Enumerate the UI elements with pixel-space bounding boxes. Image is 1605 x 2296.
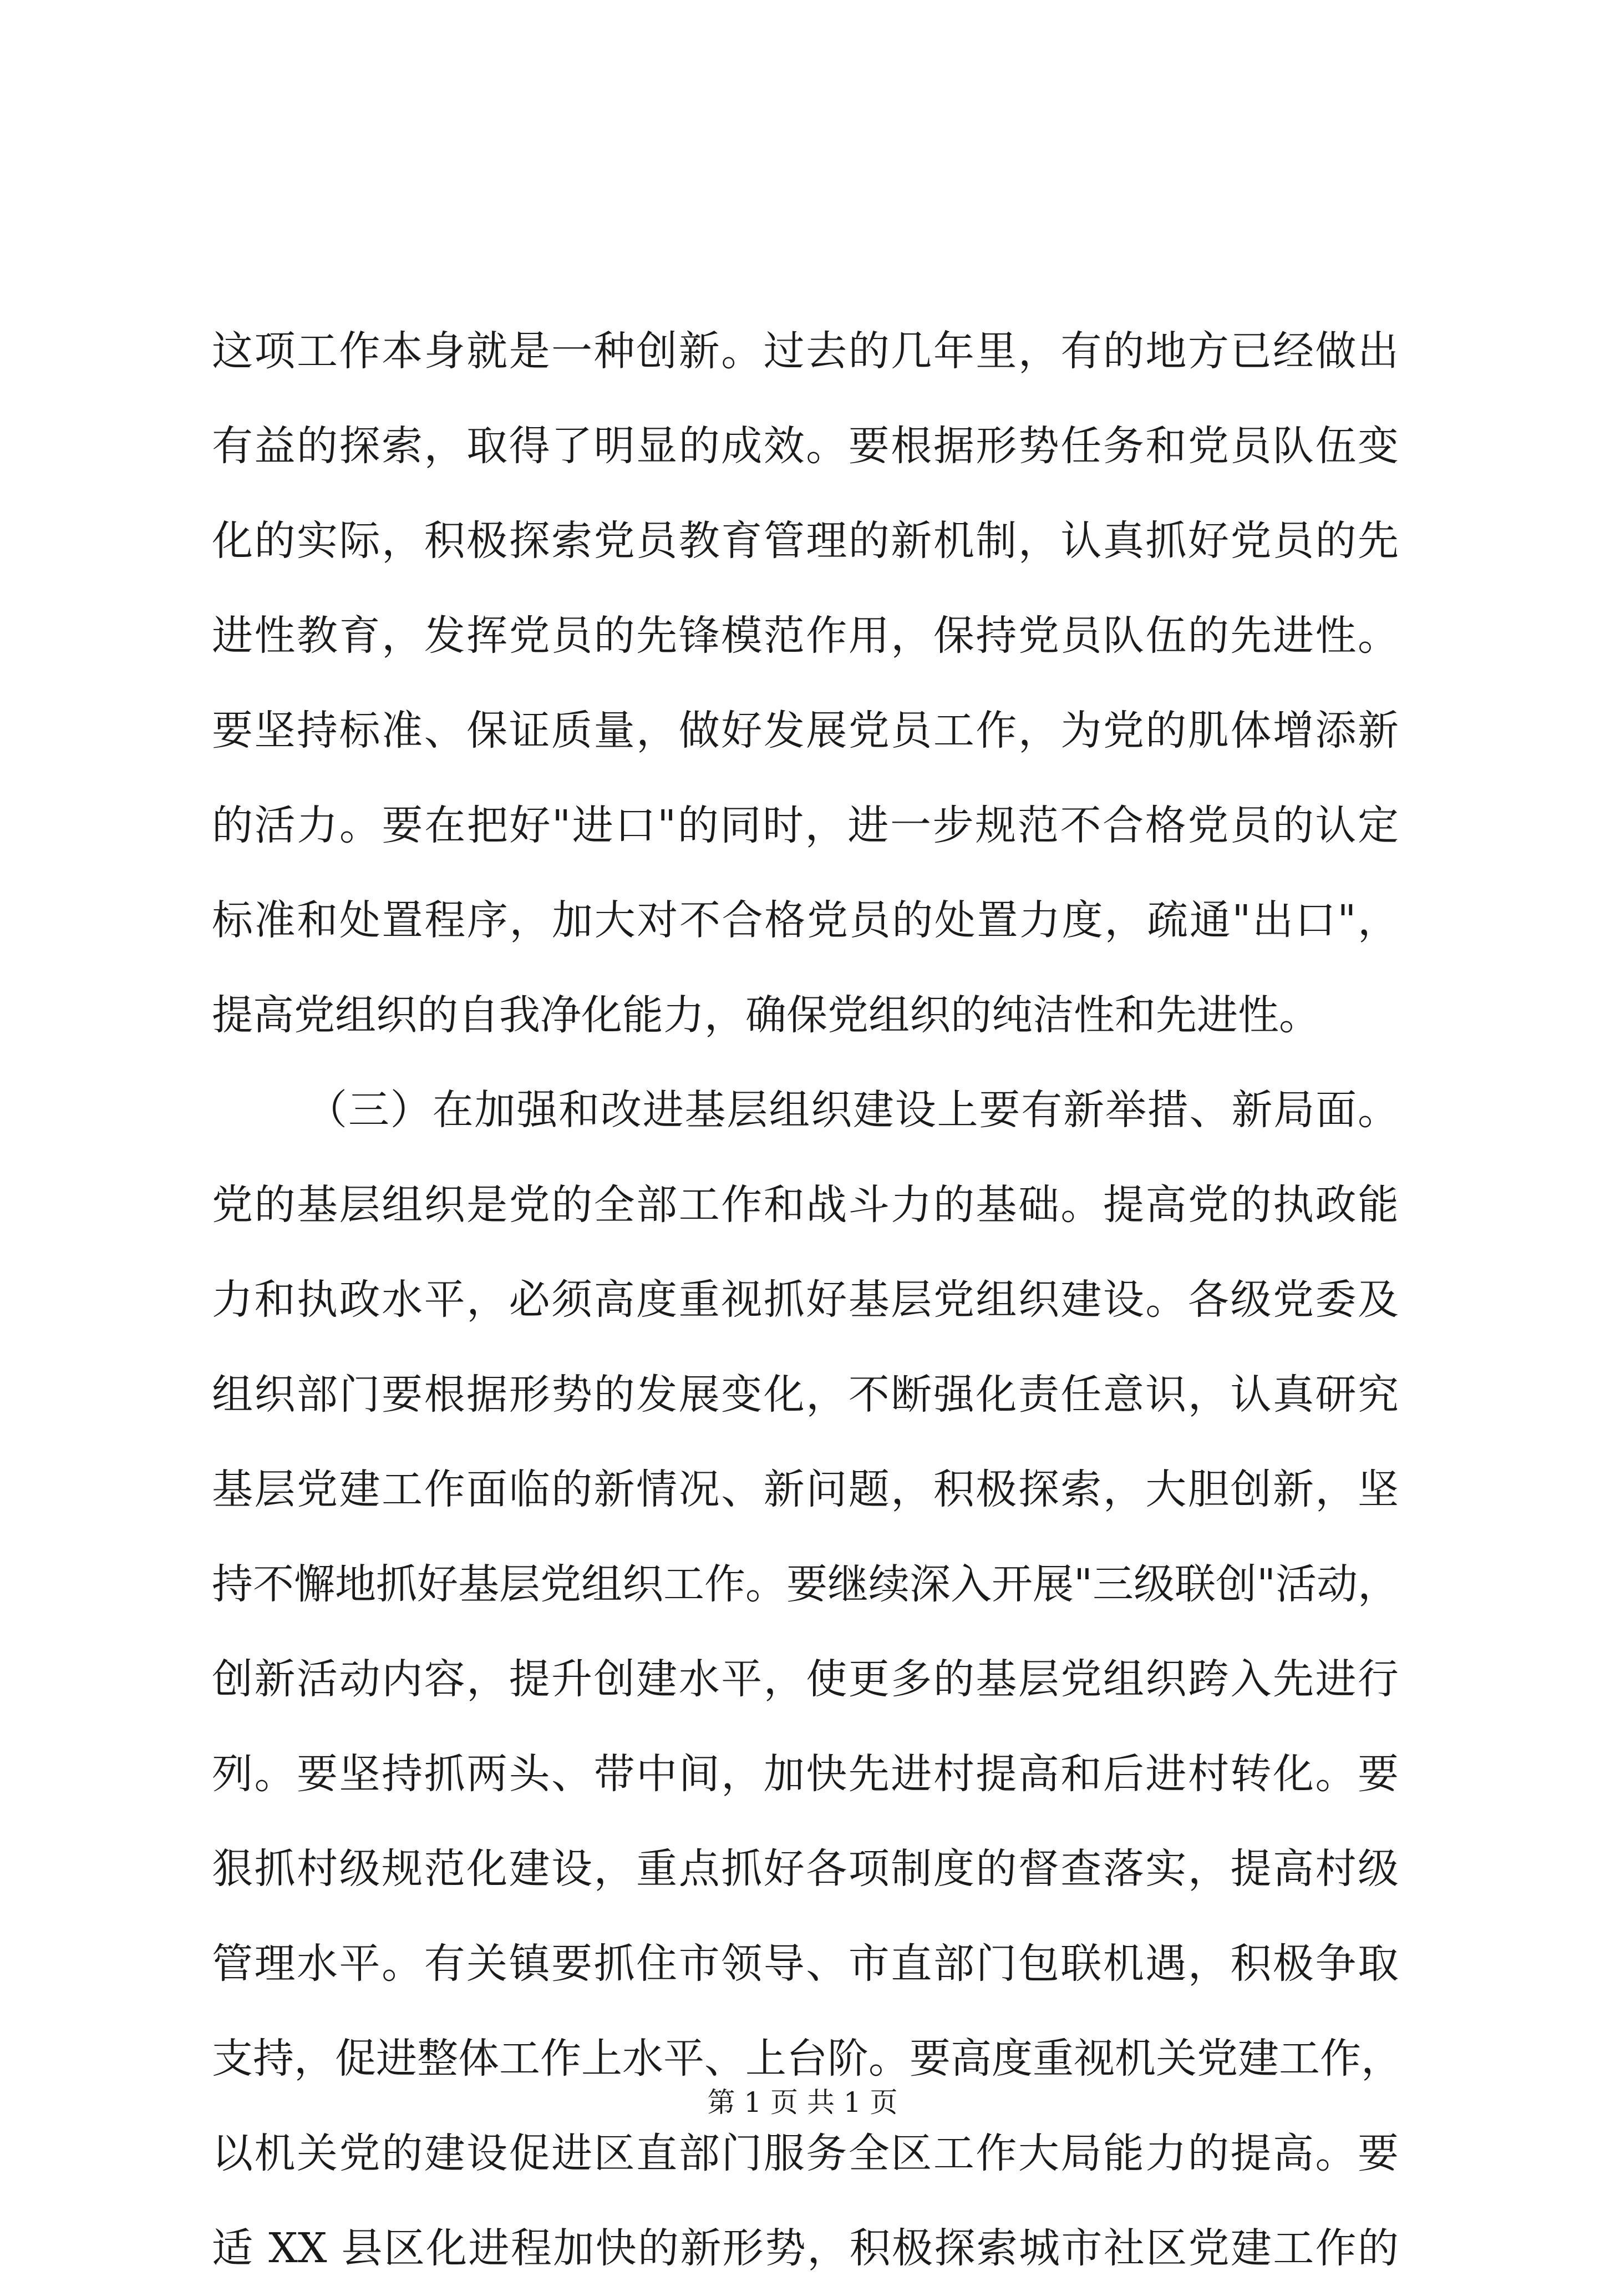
text-line: 创新活动内容，提升创建水平，使更多的基层党组织跨入先进行 [212, 1655, 1399, 1703]
text-line: 提高党组织的自我净化能力，确保党组织的纯洁性和先进性。 [212, 991, 1320, 1039]
text-line: 力和执政水平，必须高度重视抓好基层党组织建设。各级党委及 [212, 1276, 1399, 1324]
body-text [212, 304, 1402, 2296]
text-line: 以机关党的建设促进区直部门服务全区工作大局能力的提高。要 [212, 2130, 1399, 2177]
text-line: 适 XX 县区化进程加快的新形势，积极探索城市社区党建工作的 [212, 2224, 1399, 2272]
text-line: 的活力。要在把好"进口"的同时，进一步规范不合格党员的认定 [212, 802, 1399, 849]
text-line: 支持，促进整体工作上水平、上台阶。要高度重视机关党建工作， [212, 2035, 1402, 2082]
text-line: 这项工作本身就是一种创新。过去的几年里，有的地方已经做出 [212, 327, 1399, 375]
text-line: 标准和处置程序，加大对不合格党员的处置力度，疏通"出口"， [212, 896, 1399, 944]
text-line: 持不懈地抓好基层党组织工作。要继续深入开展"三级联创"活动， [212, 1560, 1399, 1608]
page-number-footer: 第 1 页 共 1 页 [707, 2086, 898, 2118]
section-heading-line: （三）在加强和改进基层组织建设上要有新举措、新局面。 [306, 1086, 1399, 1134]
text-line: 基层党建工作面临的新情况、新问题，积极探索，大胆创新，坚 [212, 1466, 1399, 1513]
text-line: 化的实际，积极探索党员教育管理的新机制，认真抓好党员的先 [212, 517, 1399, 565]
paragraph-1 [212, 304, 1399, 1063]
text-line: 有益的探索，取得了明显的成效。要根据形势任务和党员队伍变 [212, 422, 1399, 470]
text-line: 进性教育，发挥党员的先锋模范作用，保持党员队伍的先进性。 [212, 612, 1399, 660]
text-line: 列。要坚持抓两头、带中间，加快先进村提高和后进村转化。要 [212, 1750, 1399, 1798]
text-line: 要坚持标准、保证质量，做好发展党员工作，为党的肌体增添新 [212, 707, 1399, 754]
text-line: 组织部门要根据形势的发展变化，不断强化责任意识，认真研究 [212, 1371, 1399, 1418]
text-line: 管理水平。有关镇要抓住市领导、市直部门包联机遇，积极争取 [212, 1940, 1399, 1988]
text-line: 狠抓村级规范化建设，重点抓好各项制度的督查落实，提高村级 [212, 1845, 1399, 1893]
text-line: 党的基层组织是党的全部工作和战斗力的基础。提高党的执政能 [212, 1181, 1399, 1229]
